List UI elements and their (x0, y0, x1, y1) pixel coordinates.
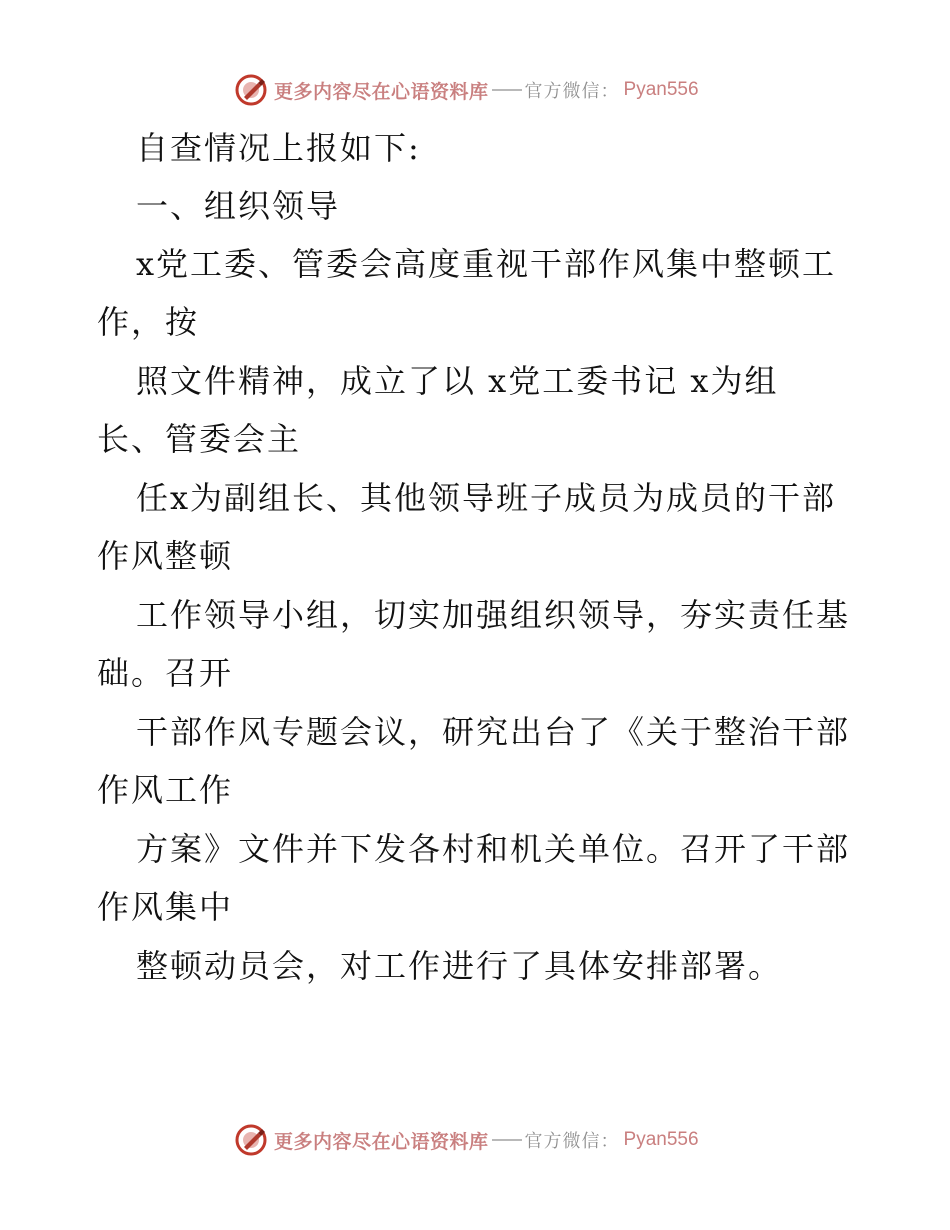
header-watermark (234, 73, 699, 107)
text-line: 照文件精神，成立了以 x党工委书记 x为组 (136, 362, 779, 400)
text-line: x党工委、管委会高度重视干部作风集中整顿工 (136, 245, 837, 283)
text-line: 作，按 (97, 303, 200, 341)
watermark-official-label: 官方微信： (524, 1131, 620, 1152)
text-line: 任x为副组长、其他领导班子成员为成员的干部 (136, 479, 837, 517)
watermark-brand: 更多内容尽在心语资料库 (274, 1130, 489, 1153)
watermark-brand: 更多内容尽在心语资料库 (274, 80, 489, 103)
text-line: 自查情况上报如下: (136, 129, 421, 167)
watermark-dash (492, 1139, 522, 1141)
text-line: 础。召开 (97, 654, 234, 692)
section-heading: 一、组织领导 (136, 187, 341, 225)
text-line: 方案》文件并下发各村和机关单位。召开了干部 (136, 830, 851, 868)
text-line: 作风整顿 (97, 537, 234, 575)
text-line: 整顿动员会，对工作进行了具体安排部署。 (136, 947, 783, 985)
watermark-wechat-id: Pyan556 (623, 1129, 699, 1150)
text-line: 作风工作 (97, 771, 234, 809)
text-line: 工作领导小组，切实加强组织领导，夯实责任基 (136, 596, 851, 634)
pen-logo-icon (234, 73, 268, 107)
text-line: 长、管委会主 (97, 420, 302, 458)
pen-logo-icon (234, 1123, 268, 1157)
watermark-official-label: 官方微信： (524, 81, 620, 102)
text-line: 作风集中 (97, 888, 234, 926)
watermark-wechat-id: Pyan556 (623, 79, 699, 100)
watermark-dash (492, 89, 522, 91)
text-line: 干部作风专题会议，研究出台了《关于整治干部 (136, 713, 851, 751)
footer-watermark (234, 1123, 699, 1157)
